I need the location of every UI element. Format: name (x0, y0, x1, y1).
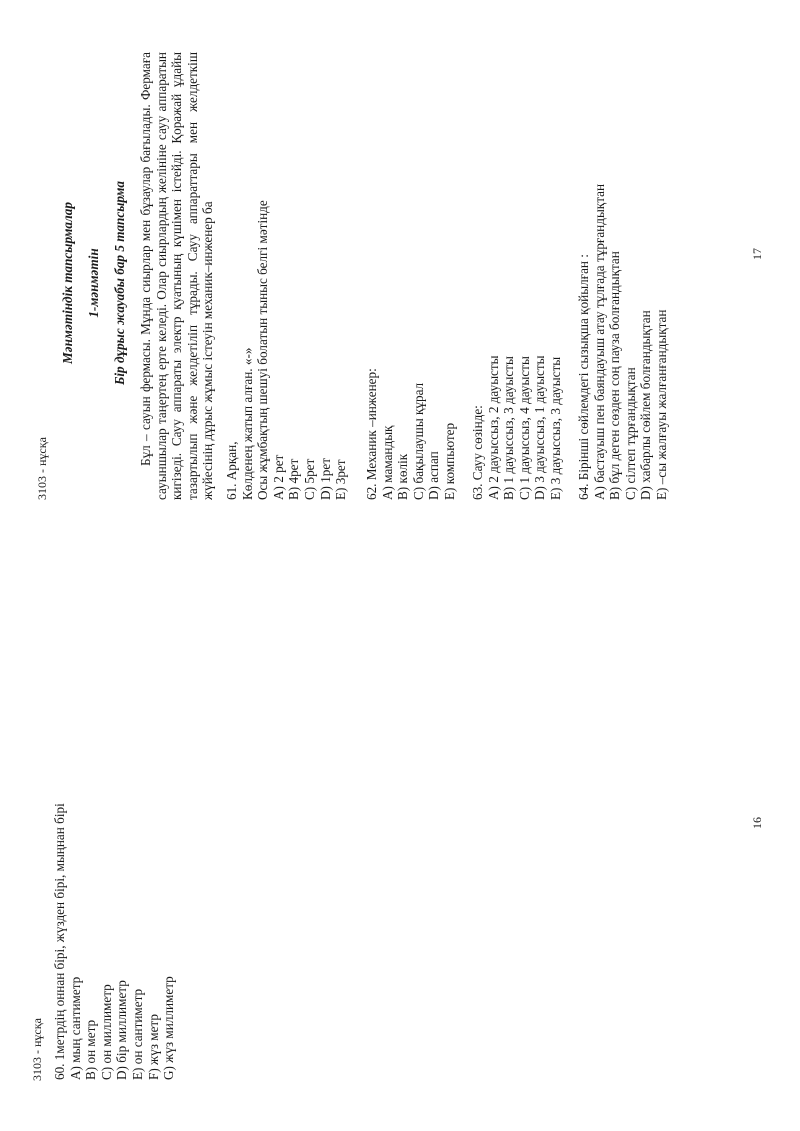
answer-option: В) он метр (83, 1019, 99, 1080)
answer-option: Е) –сы жалғауы жалғанғандықтан (653, 309, 669, 500)
question-title: 60. 1метрдің оннан бірі, жүзден бірі, мыңнан бірі (52, 803, 67, 1080)
question-64 (576, 40, 670, 500)
answer-option: В) 4рет (286, 458, 302, 500)
question-60 (52, 600, 177, 1080)
section-title: Мәнмәтіндік тапсырмалар (60, 202, 75, 364)
answer-option: G) жүз миллиметр (161, 976, 177, 1080)
question-line: 64. Бірінші сөйлемдегі сызықша қойылған : (576, 254, 591, 500)
answer-option: В) көлік (395, 453, 411, 500)
answer-option: С) сілтеп тұрғандықтан (622, 367, 638, 500)
answer-option: Е) 3рет (333, 459, 349, 500)
question-line: 61. Арқан, (224, 441, 239, 500)
answer-option: А) 2 дауыссыз, 2 дауысты (485, 355, 501, 500)
answer-option: С) 5рет (301, 458, 317, 500)
answer-option: А) мың сантиметр (67, 976, 83, 1080)
answer-option: Е) 3 дауыссыз, 3 дауысты (547, 356, 563, 500)
task-title: Бір дұрыс жауабы бар 5 тапсырма (112, 181, 127, 385)
question-61 (224, 40, 349, 500)
answer-option: D) 1рет (317, 457, 333, 500)
question-63 (470, 40, 564, 500)
question-62 (364, 40, 458, 500)
text-title: 1-мәнмәтін (86, 248, 101, 318)
answer-option: Е) компьютер (441, 422, 457, 500)
page-number: 16 (750, 817, 764, 829)
answer-option: D) аспап (426, 451, 442, 500)
page-header: 3103 - нұсқа (35, 437, 49, 500)
answer-option: С) он миллиметр (98, 984, 114, 1080)
answer-option: А) бастауыш пен баяндауыш атау тұлғада тұрғандықтан (591, 183, 607, 500)
question-line: 62. Механик –инженер: (364, 368, 379, 500)
answer-option: С) бақылаушы құрал (410, 382, 426, 500)
answer-option: В) 1 дауыссыз, 3 дауысты (501, 356, 517, 500)
question-line: Көлденең жатып алған. «-» (239, 347, 255, 500)
answer-option: А) мамандық (379, 425, 395, 500)
answer-option: F) жүз метр (145, 1014, 161, 1080)
page-header: 3103 - нұсқа (30, 1018, 44, 1081)
reading-passage (138, 52, 216, 500)
answer-option: D) хабарлы сөйлем болғандықтан (638, 310, 654, 500)
page-number: 17 (750, 248, 764, 260)
left-page (0, 566, 800, 1131)
question-line: Осы жұмбақтың шешуі болатын тыныс белгі мәтінде (255, 200, 271, 500)
answer-option: D) 3 дауыссыз, 1 дауысты (532, 355, 548, 500)
answer-option: D) бір миллиметр (114, 980, 130, 1080)
answer-option: В) бұл деген сөзден соң пауза болғандықтан (607, 251, 623, 500)
answer-option: Е) он сантиметр (129, 988, 145, 1080)
answer-option: С) 1 дауыссыз, 4 дауысты (516, 356, 532, 500)
answer-option: А) 2 рет (270, 454, 286, 500)
passage-text: Бұл – сауын фермасы. Мұнда сиырлар мен бұзаулар бағылады. Фермаға сауыншылар таңертең ерте келеді. Олар сиырлардың желініне сауу аппаратын кигізеді. Сауу аппараты электр қуатының күшімен істейді. Қоражай ұдайы тазартылып және желдетіліп тұрады. Сауу аппараттары мен желдеткіш жүйесінің дұрыс жұмыс істеуін механик–инженер ба (138, 52, 216, 500)
question-line: 63. Сауу сөзінде: (470, 405, 485, 500)
